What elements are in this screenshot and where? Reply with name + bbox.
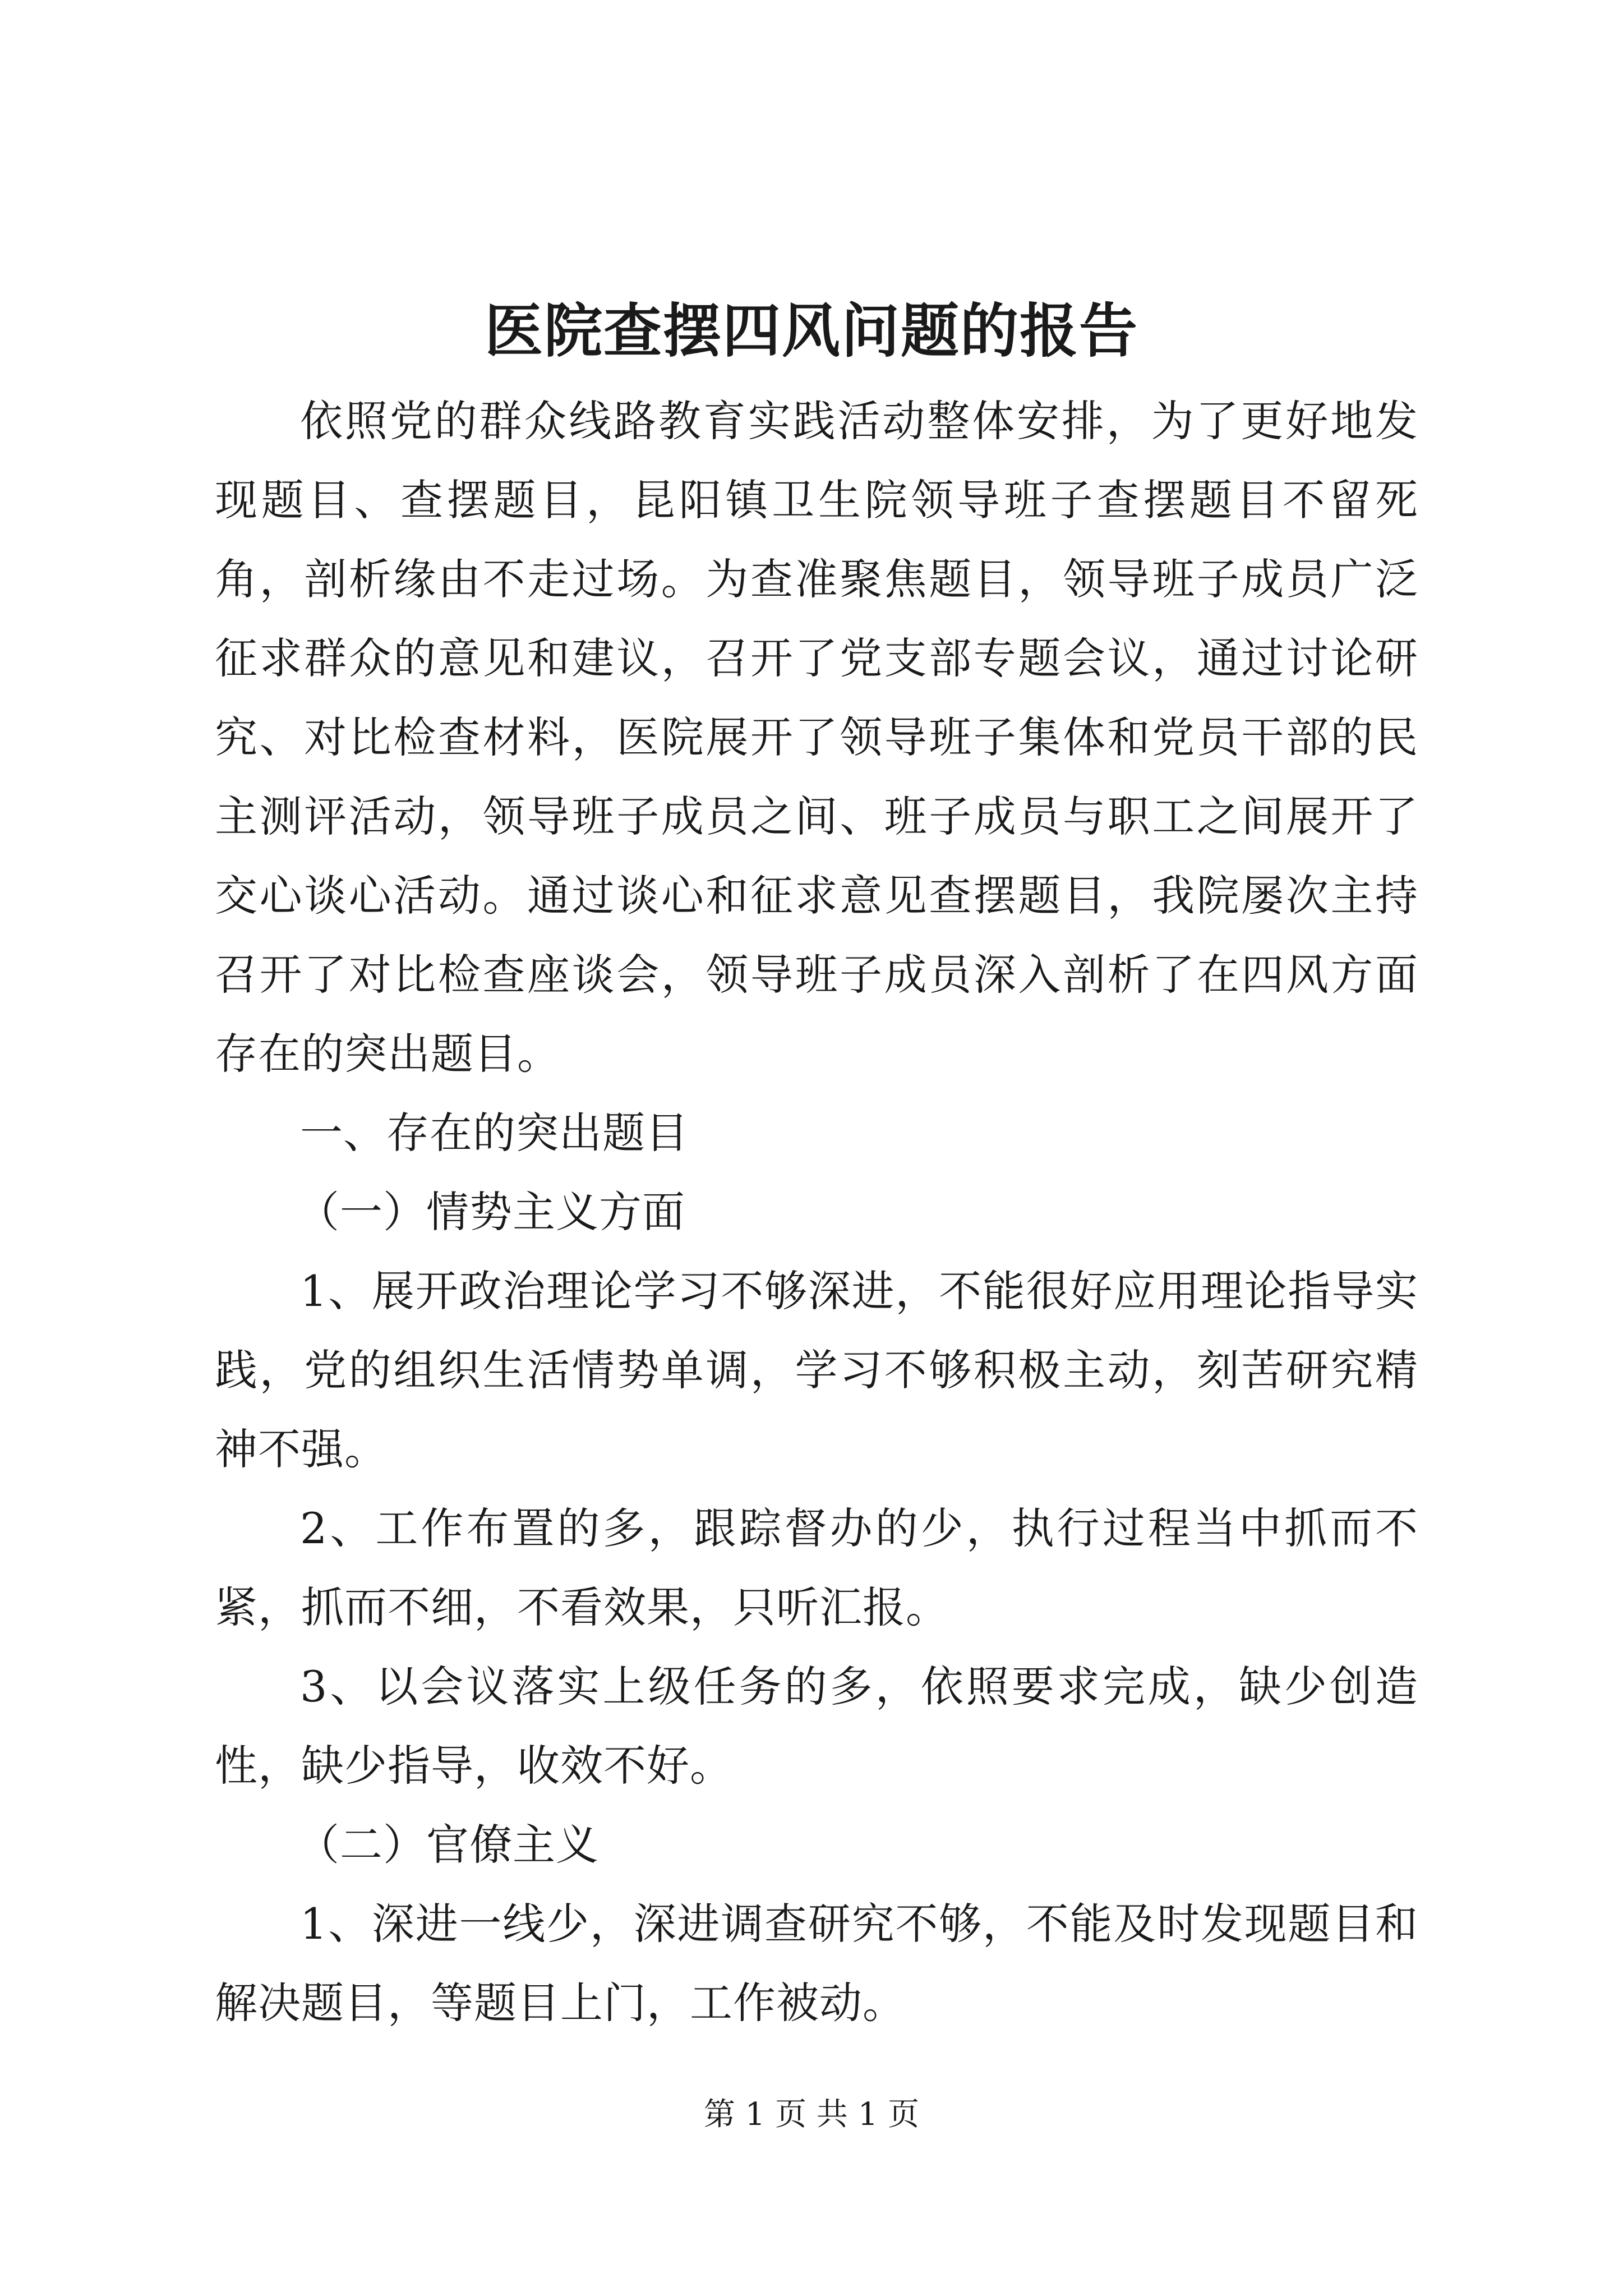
section-heading-1: 一、存在的突出题目 xyxy=(300,1108,689,1158)
list-item-formalism-1: 1、展开政治理论学习不够深进，不能很好应用理论指导实践，党的组织生活情势单调，学习不够积极主动，刻苦研究精神不强。 xyxy=(215,1266,1418,1474)
list-item-bureaucratism-1: 1、深进一线少，深进调查研究不够，不能及时发现题目和解决题目，等题目上门，工作被动。 xyxy=(215,1899,1418,2028)
list-item-formalism-3: 3、以会议落实上级任务的多，依照要求完成，缺少创造性，缺少指导，收效不好。 xyxy=(215,1662,1418,1791)
subsection-heading-formalism: （一）情势主义方面 xyxy=(297,1187,685,1237)
document-title: 医院查摆四风问题的报告 xyxy=(484,296,1138,365)
intro-paragraph: 依照党的群众线路教育实践活动整体安排，为了更好地发现题目、查摆题目，昆阳镇卫生院领导班子查摆题目不留死角，剖析缘由不走过场。为查准聚焦题目，领导班子成员广泛征求群众的意见和建议，召开了党支部专题会议，通过讨论研究、对比检查材料，医院展开了领导班子集体和党员干部的民主测评活动，领导班子成员之间、班子成员与职工之间展开了交心谈心活动。通过谈心和征求意见查摆题目，我院屡次主持召开了对比检查座谈会，领导班子成员深入剖析了在四风方面存在的突出题目。 xyxy=(215,396,1418,1079)
subsection-heading-bureaucratism: （二）官僚主义 xyxy=(297,1820,599,1870)
document-body xyxy=(215,381,1418,2042)
page-footer: 第 1 页 共 1 页 xyxy=(703,2096,920,2133)
list-item-formalism-2: 2、工作布置的多，跟踪督办的少，执行过程当中抓而不紧，抓而不细，不看效果，只听汇报。 xyxy=(215,1503,1418,1632)
